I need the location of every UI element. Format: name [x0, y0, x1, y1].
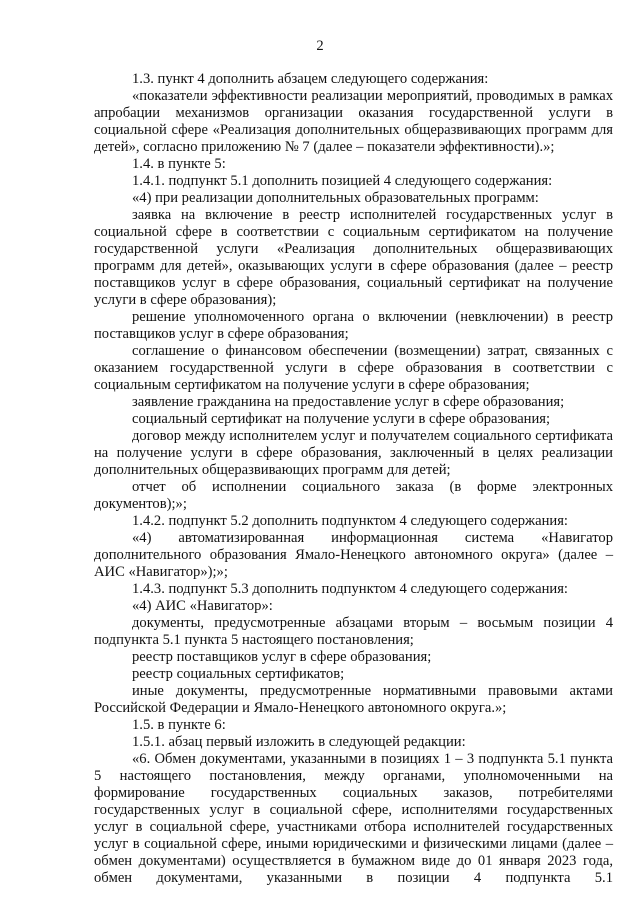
paragraph: документы, предусмотренные абзацами вторым – восьмым позиции 4 подпункта 5.1 пункта 5 настоящего постановления;	[94, 615, 613, 648]
paragraph: решение уполномоченного органа о включении (невключении) в реестр поставщиков услуг в сфере образования;	[94, 309, 613, 342]
paragraph: иные документы, предусмотренные нормативными правовыми актами Российской Федерации и Ямало-Ненецкого автономного округа.»;	[94, 683, 613, 716]
paragraph: соглашение о финансовом обеспечении (возмещении) затрат, связанных с оказанием государственной услуги в сфере образования в соответствии с социальным сертификатом на получение услуги в сфере образования;	[94, 343, 613, 393]
paragraph: реестр социальных сертификатов;	[132, 666, 345, 682]
paragraph: 1.4.3. подпункт 5.3 дополнить подпунктом 4 следующего содержания:	[132, 581, 568, 597]
paragraph: «6. Обмен документами, указанными в позициях 1 – 3 подпункта 5.1 пункта 5 настоящего постановления, между органами, уполномоченными на формирование государственных социальных заказов, потребителями государственных услуг в социальной сфере, исполнителями государственных услуг в социальной сфере, участниками отбора исполнителей государственных услуг в социальной сфере, иными юридическими и физическими лицами (далее – обмен документами) осуществляется в бумажном виде до 01 января 2023 года, обмен документами, указанными в позиции 4 подпункта 5.1	[94, 751, 613, 886]
paragraph: 1.3. пункт 4 дополнить абзацем следующего содержания:	[132, 71, 489, 87]
paragraph: реестр поставщиков услуг в сфере образования;	[132, 649, 432, 665]
paragraph: отчет об исполнении социального заказа (в форме электронных документов);»;	[94, 479, 613, 512]
paragraph: 1.4.2. подпункт 5.2 дополнить подпунктом 4 следующего содержания:	[132, 513, 568, 529]
paragraph: договор между исполнителем услуг и получателем социального сертификата на получение услуги в сфере образования, заключенный в целях реализации дополнительных общеразвивающих программ для детей;	[94, 428, 613, 478]
paragraph: «4) при реализации дополнительных образовательных программ:	[132, 190, 539, 206]
paragraph: 1.4.1. подпункт 5.1 дополнить позицией 4 следующего содержания:	[132, 173, 553, 189]
paragraph: «показатели эффективности реализации мероприятий, проводимых в рамках апробации механизмов организации оказания государственной услуги в социальной сфере «Реализация дополнительных общеразвивающих программ для детей», согласно приложению № 7 (далее – показатели эффективности).»;	[94, 88, 613, 155]
paragraph: заявка на включение в реестр исполнителей государственных услуг в социальной сфере в соответствии с социальным сертификатом на получение государственной услуги «Реализация дополнительных общеразвивающих программ для детей», оказывающих услуги в сфере образования (далее – реестр поставщиков услуг в сфере образования, социальный сертификат на получение услуги в сфере образования);	[94, 207, 613, 308]
paragraph: 1.5. в пункте 6:	[132, 717, 226, 733]
paragraph: 1.5.1. абзац первый изложить в следующей редакции:	[132, 734, 466, 750]
paragraph: «4) АИС «Навигатор»:	[132, 598, 273, 614]
paragraph: 1.4. в пункте 5:	[132, 156, 226, 172]
page-number: 2	[316, 38, 324, 54]
paragraph: «4) автоматизированная информационная система «Навигатор дополнительного образования Ямало-Ненецкого автономного округа» (далее – АИС «Навигатор»);»;	[94, 530, 613, 580]
paragraph: социальный сертификат на получение услуги в сфере образования;	[132, 411, 551, 427]
document-body	[94, 71, 613, 887]
paragraph: заявление гражданина на предоставление услуг в сфере образования;	[132, 394, 565, 410]
